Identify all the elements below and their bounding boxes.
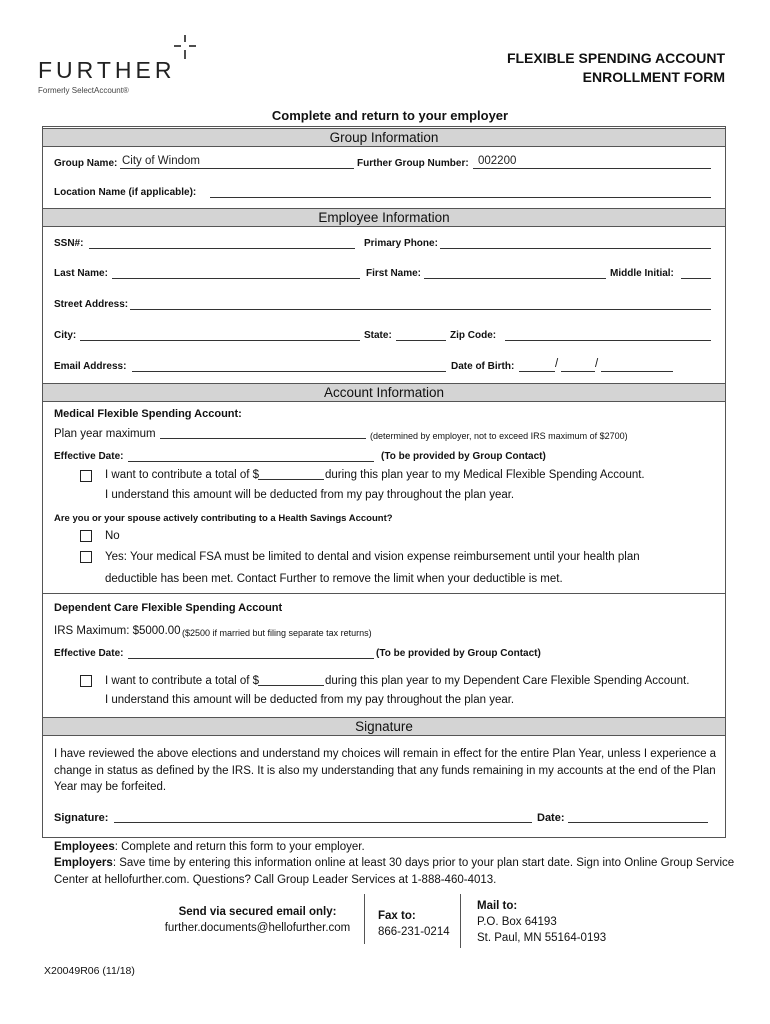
- form-code: X20049R06 (11/18): [44, 965, 135, 977]
- dependent-contribute-pre: I want to contribute a total of $: [105, 675, 260, 687]
- dependent-contribute-checkbox[interactable]: [80, 675, 92, 687]
- employees-instruction: [54, 841, 365, 853]
- email-contact-block: [150, 905, 365, 936]
- medical-fsa-title: Medical Flexible Spending Account:: [54, 408, 242, 420]
- dependent-contribute-amount-field[interactable]: [258, 674, 324, 686]
- formerly-note: Formerly SelectAccount®: [38, 86, 129, 95]
- mail-contact-title: Mail to:: [477, 900, 518, 912]
- plan-year-maximum-field[interactable]: [160, 427, 366, 439]
- form-subtitle: Complete and return to your employer: [271, 108, 509, 123]
- dob-month-field[interactable]: [519, 360, 555, 372]
- contact-divider-1: [364, 894, 365, 944]
- state-field[interactable]: [396, 329, 446, 341]
- dependent-effective-date-field[interactable]: [128, 647, 374, 659]
- plan-year-maximum-note: (determined by employer, not to exceed IRS maximum of $2700): [370, 431, 628, 441]
- state-label: State:: [364, 330, 392, 341]
- street-address-field[interactable]: [130, 298, 711, 310]
- email-address-label: Email Address:: [54, 361, 127, 372]
- signature-paragraph-line2: change in status as defined by the IRS. It is also my understanding that any funds remaining in my accounts at the end of the Plan: [54, 764, 716, 777]
- medical-effective-date-label: Effective Date:: [54, 451, 124, 462]
- form-title-line2: ENROLLMENT FORM: [582, 69, 725, 85]
- hsa-yes-line1: Yes: Your medical FSA must be limited to dental and vision expense reimbursement until your health plan: [105, 551, 640, 563]
- dependent-contribute-post: during this plan year to my Dependent Care Flexible Spending Account.: [325, 675, 690, 687]
- location-name-field[interactable]: [210, 186, 711, 198]
- fax-contact-block: [378, 909, 450, 940]
- further-logo: FURTHER: [38, 57, 176, 83]
- primary-phone-label: Primary Phone:: [364, 238, 438, 249]
- form-title: [507, 49, 725, 87]
- mail-contact-line1: P.O. Box 64193: [477, 916, 557, 928]
- signature-paragraph-line1: I have reviewed the above elections and understand my choices will remain in effect for the entire Plan Year, unless I experience a: [54, 748, 717, 760]
- hsa-no-checkbox[interactable]: [80, 530, 92, 542]
- group-name-value: City of Windom: [122, 155, 200, 167]
- irs-maximum-label: IRS Maximum: $5000.00: [54, 625, 181, 637]
- last-name-label: Last Name:: [54, 268, 108, 279]
- dob-day-field[interactable]: [561, 360, 595, 372]
- dob-year-field[interactable]: [601, 360, 673, 372]
- contact-divider-2: [460, 894, 461, 948]
- location-name-label: Location Name (if applicable):: [54, 187, 197, 198]
- fax-contact-title: Fax to:: [378, 910, 416, 922]
- group-information-heading: Group Information: [43, 128, 725, 147]
- first-name-field[interactable]: [424, 267, 606, 279]
- medical-contribute-post: during this plan year to my Medical Flexible Spending Account.: [325, 469, 645, 481]
- employers-instruction: [54, 857, 734, 869]
- middle-initial-field[interactable]: [681, 267, 711, 279]
- signature-heading: Signature: [43, 717, 725, 736]
- employees-text: : Complete and return this form to your employer.: [114, 841, 365, 853]
- dependent-group-contact-note: (To be provided by Group Contact): [376, 648, 541, 659]
- zip-code-field[interactable]: [505, 329, 711, 341]
- email-contact-title: Send via secured email only:: [178, 906, 337, 918]
- signature-label: Signature:: [54, 812, 109, 824]
- hsa-yes-line2: deductible has been met. Contact Further to remove the limit when your deductible is met.: [105, 573, 563, 585]
- primary-phone-field[interactable]: [440, 237, 711, 249]
- employers-label: Employers: [54, 857, 113, 869]
- signature-date-field[interactable]: [568, 811, 708, 823]
- group-name-label: Group Name:: [54, 158, 118, 169]
- dob-slash-2: /: [595, 358, 599, 370]
- plan-year-maximum-label: Plan year maximum: [54, 428, 156, 440]
- last-name-field[interactable]: [112, 267, 360, 279]
- fax-contact-value: 866-231-0214: [378, 926, 450, 938]
- medical-deduct-note: I understand this amount will be deducted from my pay throughout the plan year.: [105, 489, 515, 501]
- signature-paragraph-line3: Year may be forfeited.: [54, 781, 167, 793]
- medical-group-contact-note: (To be provided by Group Contact): [381, 451, 546, 462]
- signature-paragraph: [54, 746, 716, 796]
- signature-date-label: Date:: [537, 812, 565, 824]
- employees-label: Employees: [54, 841, 115, 853]
- medical-contribute-pre: I want to contribute a total of $: [105, 469, 260, 481]
- medical-contribute-amount-field[interactable]: [258, 468, 324, 480]
- employers-line1: : Save time by entering this information online at least 30 days prior to your plan start date. Sign into Online Group Service: [112, 857, 735, 869]
- further-logo-mark-icon: [170, 33, 200, 63]
- signature-field[interactable]: [114, 811, 532, 823]
- email-address-field[interactable]: [132, 360, 446, 372]
- middle-initial-label: Middle Initial:: [610, 268, 674, 279]
- mail-contact-line2: St. Paul, MN 55164-0193: [477, 932, 607, 944]
- street-address-label: Street Address:: [54, 299, 129, 310]
- hsa-question: Are you or your spouse actively contributing to a Health Savings Account?: [54, 513, 393, 524]
- email-contact-value[interactable]: further.documents@hellofurther.com: [164, 922, 351, 934]
- dependent-care-title: Dependent Care Flexible Spending Account: [54, 602, 283, 614]
- hsa-no-label: No: [105, 530, 120, 542]
- dependent-care-divider: [43, 593, 725, 594]
- medical-contribute-checkbox[interactable]: [80, 470, 92, 482]
- zip-code-label: Zip Code:: [450, 330, 497, 341]
- irs-maximum-note: ($2500 if married but filing separate tax returns): [182, 628, 372, 638]
- form-title-line1: FLEXIBLE SPENDING ACCOUNT: [506, 50, 725, 66]
- account-information-heading: Account Information: [43, 383, 725, 402]
- date-of-birth-label: Date of Birth:: [451, 361, 515, 372]
- medical-effective-date-field[interactable]: [128, 450, 374, 462]
- ssn-field[interactable]: [89, 237, 355, 249]
- group-number-label: Further Group Number:: [357, 158, 469, 169]
- city-label: City:: [54, 330, 77, 341]
- city-field[interactable]: [80, 329, 360, 341]
- hsa-yes-checkbox[interactable]: [80, 551, 92, 563]
- dependent-deduct-note: I understand this amount will be deducted from my pay throughout the plan year.: [105, 694, 515, 706]
- mail-contact-block: [477, 898, 606, 946]
- ssn-label: SSN#:: [54, 238, 84, 249]
- first-name-label: First Name:: [366, 268, 422, 279]
- employers-line2: Center at hellofurther.com. Questions? Call Group Leader Services at 1-888-460-4013.: [54, 874, 497, 886]
- employee-information-heading: Employee Information: [43, 208, 725, 227]
- group-number-value: 002200: [478, 155, 517, 167]
- dependent-effective-date-label: Effective Date:: [54, 648, 124, 659]
- dob-slash-1: /: [555, 358, 559, 370]
